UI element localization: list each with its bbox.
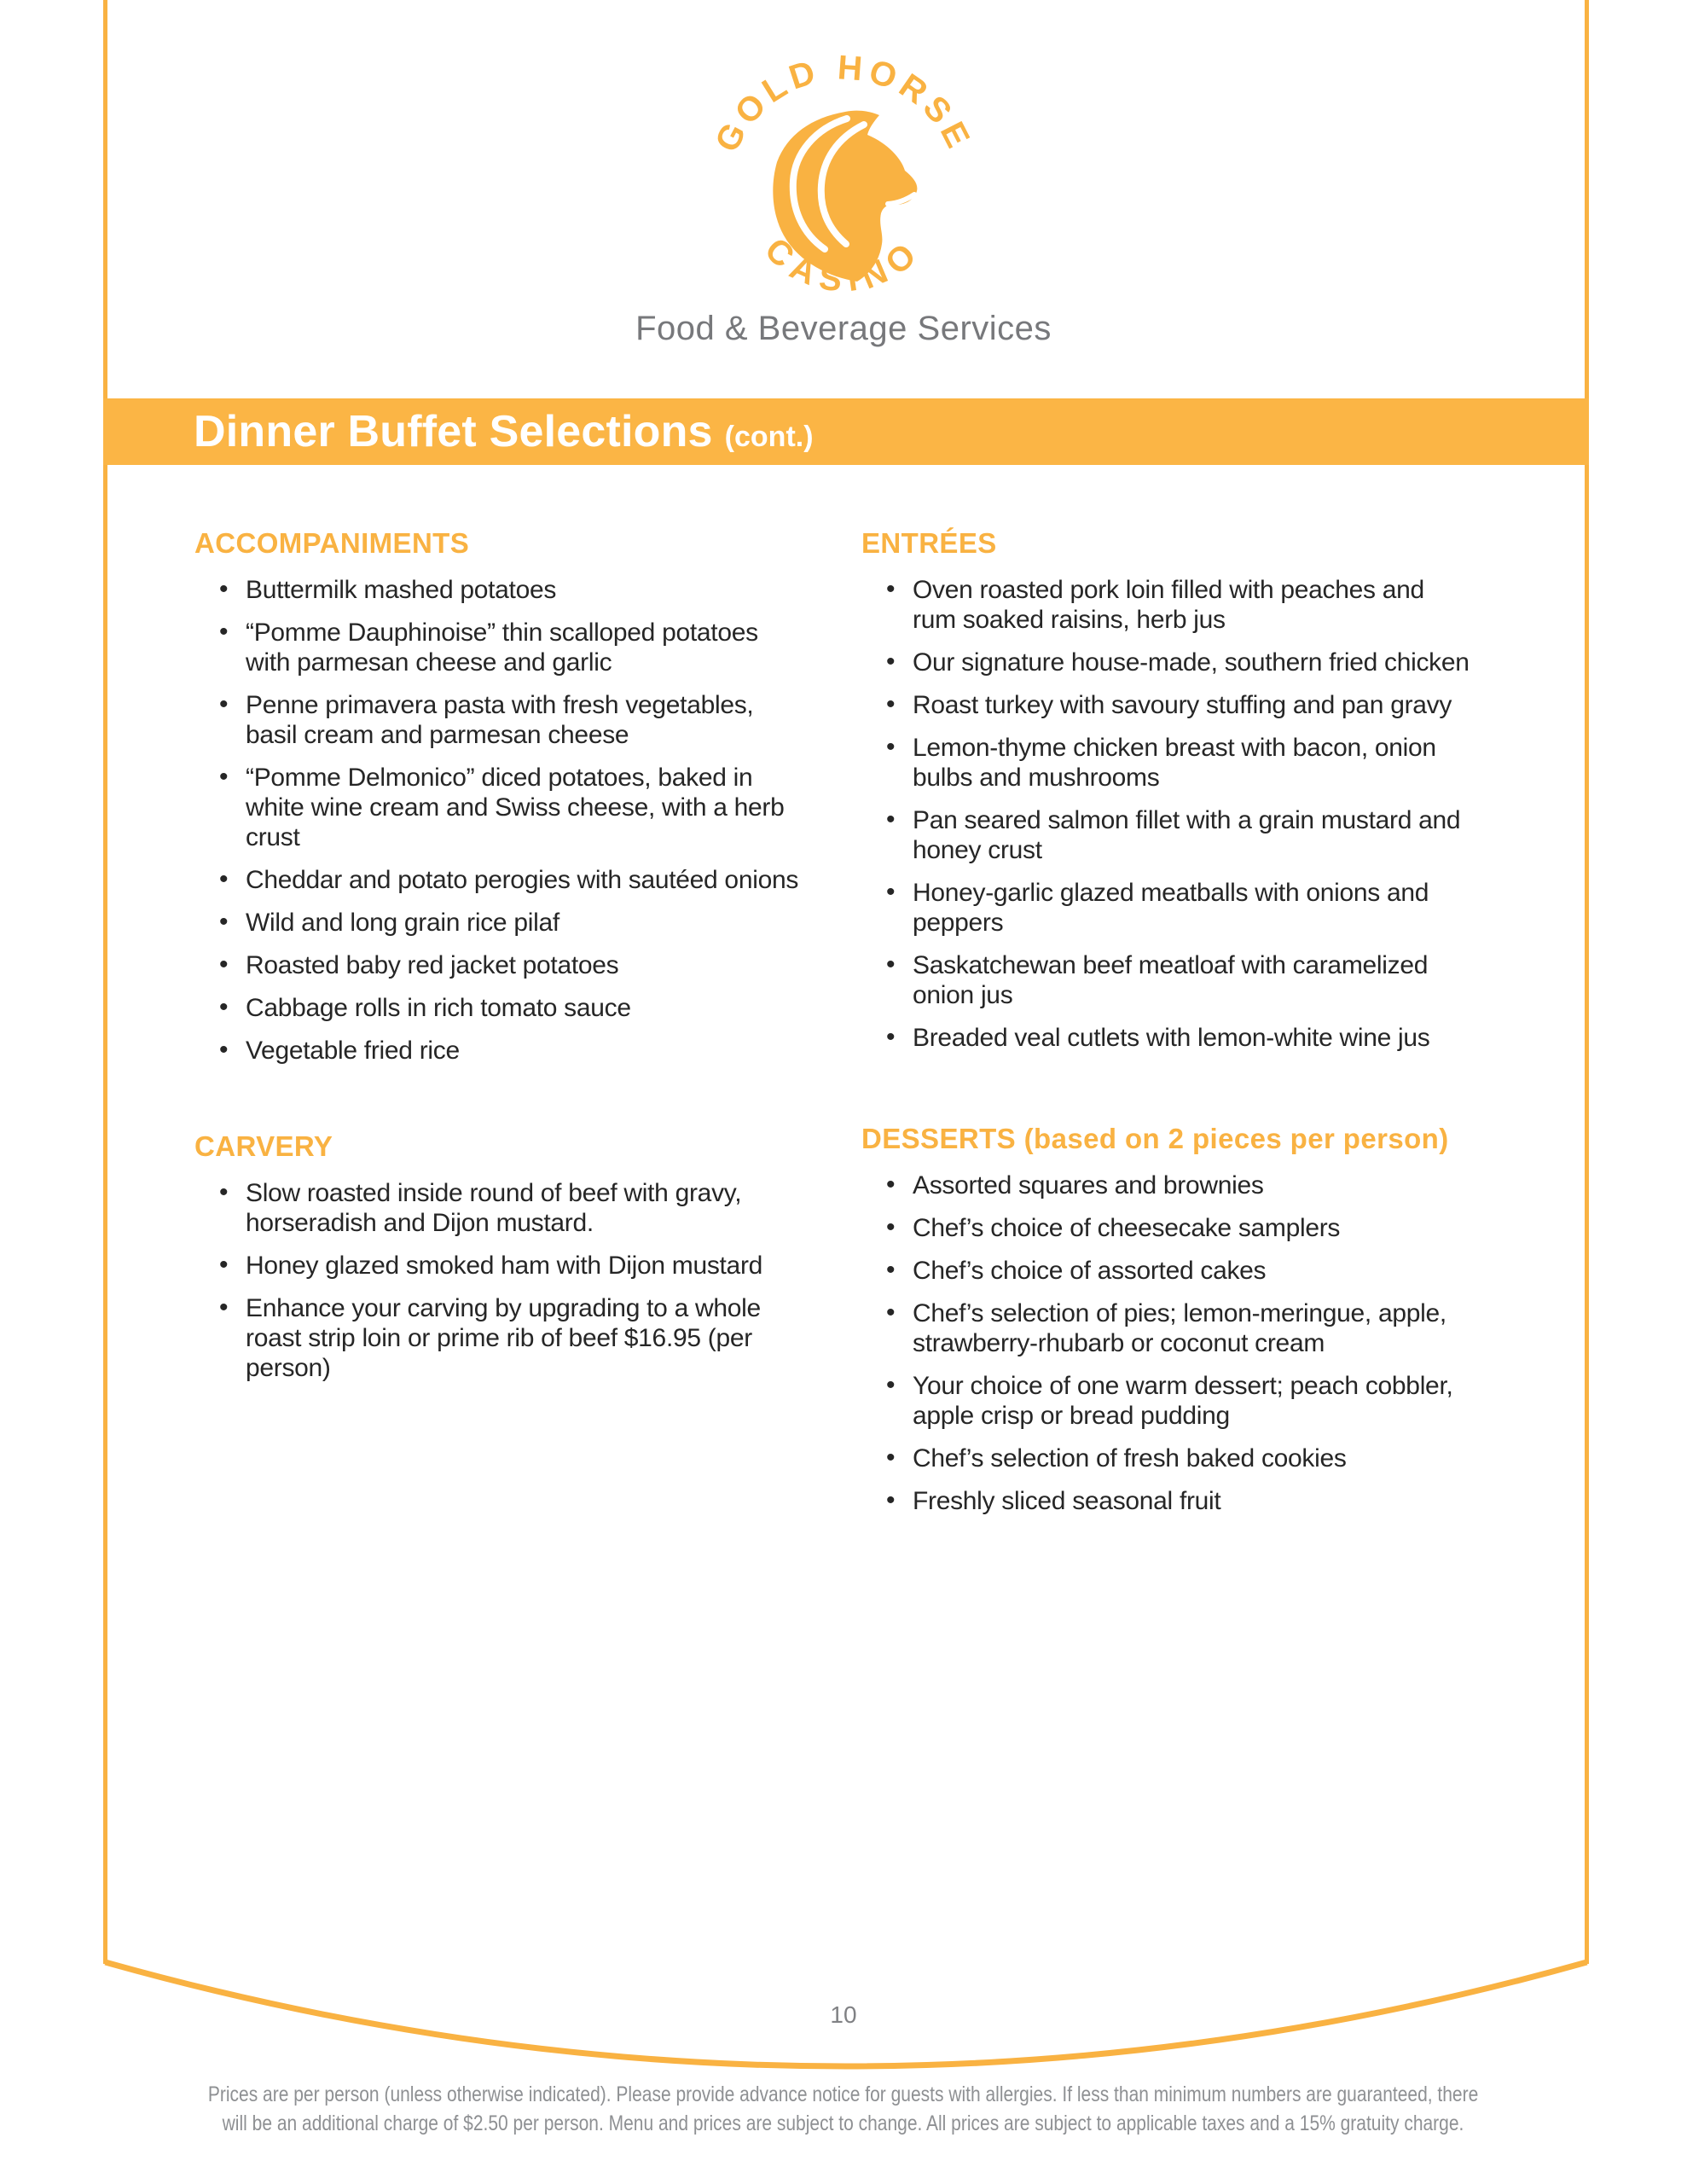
logo-subtitle: Food & Beverage Services [635,310,1052,347]
menu-list-item: • Chef’s choice of assorted cakes [913,1256,1471,1286]
carvery-list [194,1178,804,1383]
menu-list-item: • Vegetable fried rice [246,1036,804,1066]
desserts-list [861,1170,1471,1516]
menu-list-item: • Wild and long grain rice pilaf [246,908,804,938]
menu-list-item: • Roasted baby red jacket potatoes [246,950,804,980]
menu-list-item: • “Pomme Delmonico” diced potatoes, baked in white wine cream and Swiss cheese, with a herb crust [246,763,804,852]
left-column [194,529,804,1396]
menu-list-item: • Chef’s selection of fresh baked cookies [913,1443,1471,1473]
accompaniments-heading: ACCOMPANIMENTS [194,527,470,559]
menu-list-item: • Roast turkey with savoury stuffing and pan gravy [913,690,1471,720]
menu-list-item: • Oven roasted pork loin filled with peaches and rum soaked raisins, herb jus [913,575,1471,635]
footnote-line-2: will be an additional charge of $2.50 per person. Menu and prices are subject to change. All prices are subject to applicable taxes and a 15% gratuity charge. [223,2111,1464,2135]
banner-title: Dinner Buffet Selections [194,407,713,456]
menu-list-item: • Your choice of one warm dessert; peach cobbler, apple crisp or bread pudding [913,1371,1471,1431]
casino-logo [673,32,1014,316]
menu-list-item: • Penne primavera pasta with fresh vegetables, basil cream and parmesan cheese [246,690,804,750]
menu-list-item: • Slow roasted inside round of beef with gravy, horseradish and Dijon mustard. [246,1178,804,1238]
menu-list-item: • Buttermilk mashed potatoes [246,575,804,605]
entrees-heading: ENTRÉES [861,527,997,559]
menu-list-item: • Chef’s selection of pies; lemon-meringue, apple, strawberry-rhubarb or coconut cream [913,1298,1471,1358]
gold-horse-logo [673,32,1014,316]
menu-list-item: • Breaded veal cutlets with lemon-white wine jus [913,1023,1471,1053]
menu-list-item: • Cheddar and potato perogies with sautéed onions [246,865,804,895]
menu-list-item: • Saskatchewan beef meatloaf with caramelized onion jus [913,950,1471,1010]
menu-list-item: • Honey-garlic glazed meatballs with onions and peppers [913,878,1471,938]
right-column [861,529,1471,1529]
footnote-line-1: Prices are per person (unless otherwise indicated). Please provide advance notice for guests with allergies. If less than minimum numbers are guaranteed, there [208,2082,1479,2106]
menu-list-item: • Enhance your carving by upgrading to a whole roast strip loin or prime rib of beef $16.95 (per person) [246,1293,804,1383]
logo-arc-top-text: GOLD HORSE [708,49,979,159]
menu-list-item: • Lemon-thyme chicken breast with bacon, onion bulbs and mushrooms [913,733,1471,793]
menu-list-item: • “Pomme Dauphinoise” thin scalloped potatoes with parmesan cheese and garlic [246,618,804,677]
page-number: 10 [830,2001,857,2028]
entrees-list [861,575,1471,1053]
menu-list-item: • Honey glazed smoked ham with Dijon mustard [246,1251,804,1281]
menu-list-item: • Chef’s choice of cheesecake samplers [913,1213,1471,1243]
menu-list-item: • Freshly sliced seasonal fruit [913,1486,1471,1516]
menu-list-item: • Cabbage rolls in rich tomato sauce [246,993,804,1023]
section-banner [103,398,1589,465]
menu-list-item: • Our signature house-made, southern fried chicken [913,648,1471,677]
logo-arc-bottom-text: CASINO [757,230,930,300]
accompaniments-list [194,575,804,1066]
carvery-heading: CARVERY [194,1130,333,1162]
desserts-heading: DESSERTS (based on 2 pieces per person) [861,1123,1449,1154]
banner-suffix: (cont.) [724,421,814,453]
menu-list-item: • Assorted squares and brownies [913,1170,1471,1200]
menu-list-item: • Pan seared salmon fillet with a grain mustard and honey crust [913,805,1471,865]
footnote [0,2080,1687,2138]
